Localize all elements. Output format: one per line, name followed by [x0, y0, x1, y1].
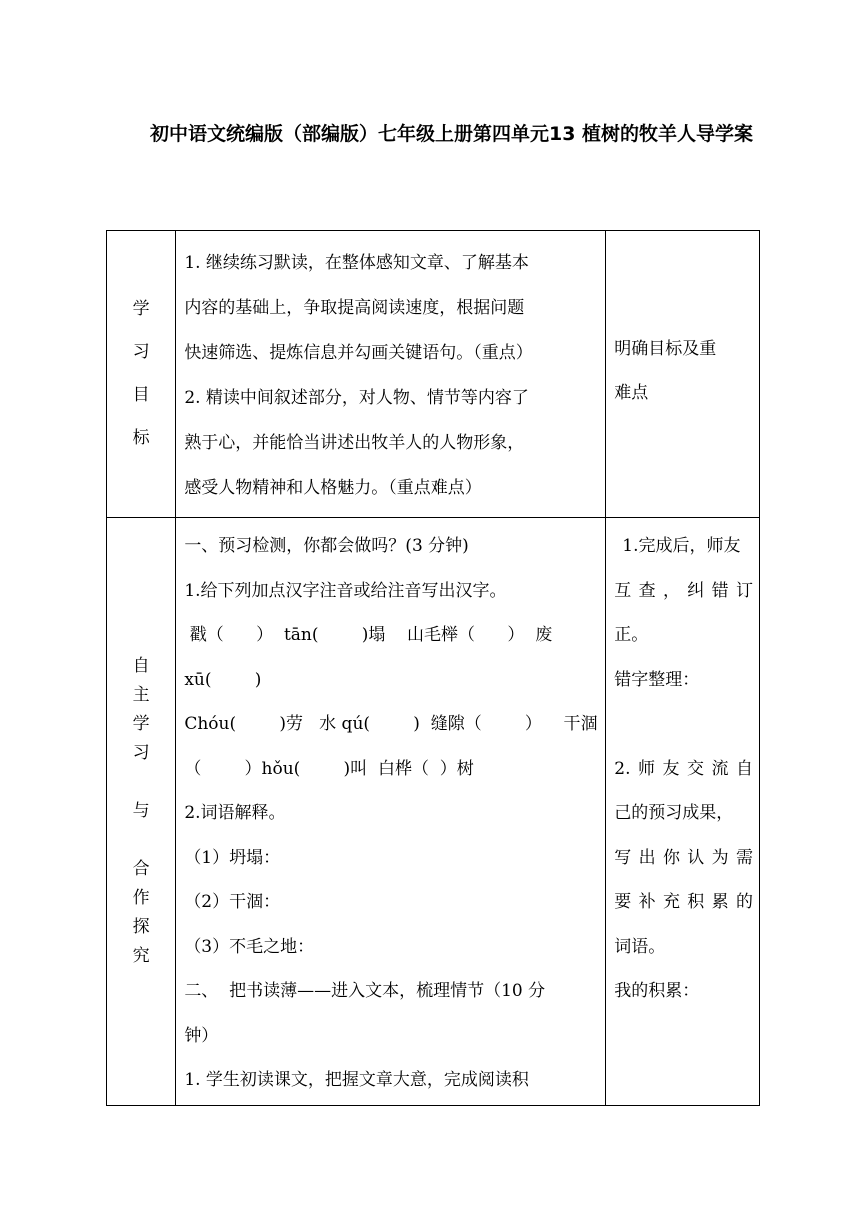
note-line: 写出你认为需 [614, 847, 753, 868]
self-study-label-cell [107, 518, 176, 1106]
self-study-note-cell [606, 518, 760, 1106]
label-char: 标 [132, 428, 150, 448]
content-line: （1）坍塌： [184, 847, 281, 868]
label-char: 究 [132, 945, 150, 966]
label-char: 目 [132, 385, 150, 405]
note-line: 我的积累： [614, 981, 700, 1001]
note-line: 明确目标及重 [614, 338, 717, 359]
label-spacer [107, 826, 175, 855]
objective-line: 1. 继续练习默读，在整体感知文章、了解基本 [184, 253, 529, 273]
dotted-char: 涸 [581, 702, 598, 747]
note-line: 己的预习成果， [614, 803, 734, 823]
note-line: 1.完成后，师友 [622, 536, 741, 556]
content-line: 钟） [184, 1025, 219, 1046]
objective-line: 内容的基础上，争取提高阅读速度，根据问题 [184, 298, 525, 318]
label-char: 学 [132, 713, 150, 734]
self-study-content-cell [176, 518, 606, 1106]
content-line: 1. 学生初读课文，把握文章大意，完成阅读积 [184, 1070, 529, 1090]
note-line: 2.师友交流自 [614, 758, 753, 779]
objectives-label [107, 288, 175, 460]
self-study-content [176, 518, 605, 1105]
label-char: 与 [132, 800, 150, 821]
content-line: 一、预习检测，你都会做吗？(3 分钟) [184, 536, 469, 556]
objectives-note [606, 327, 759, 422]
dotted-char: 榉 [441, 613, 458, 658]
content-line: （3）不毛之地： [184, 936, 315, 957]
study-plan-table [106, 230, 760, 1106]
objective-line: 2. 精读中间叙述部分，对人物、情节等内容了 [184, 388, 529, 408]
objectives-label-cell [107, 231, 176, 518]
pinyin-exercise-line [184, 747, 599, 792]
objective-line: 快速筛选、提炼信息并勾画关键语句。（重点） [184, 343, 533, 363]
label-char: 作 [132, 887, 150, 908]
content-line: （2）干涸： [184, 892, 281, 912]
note-line: 要补充积累的 [614, 892, 753, 912]
label-spacer [107, 768, 175, 797]
self-study-label [107, 652, 175, 971]
self-study-note [606, 518, 759, 1020]
objectives-content [176, 231, 605, 517]
content-line: 1.给下列加点汉字注音或给注音写出汉字。 [184, 580, 507, 601]
exercise-text: Chóu( )劳 水 qú( ) 缝 [184, 714, 448, 734]
objectives-content-cell [176, 231, 606, 518]
content-line: 二、 把书读薄——进入文本，梳理情节（10 分 [184, 981, 546, 1001]
note-line: 难点 [614, 383, 649, 403]
pinyin-exercise-line: xū( ) [184, 669, 262, 690]
table-row-self-study [107, 518, 760, 1106]
content-line: 2.词语解释。 [184, 803, 286, 823]
dotted-char: 隙 [448, 702, 465, 747]
pinyin-exercise-line [184, 702, 599, 747]
pinyin-exercise-line [184, 613, 599, 658]
label-char: 习 [132, 342, 150, 362]
document-title: 初中语文统编版（部编版）七年级上册第四单元13 植树的牧羊人导学案 [150, 123, 754, 145]
dotted-char: 戳 [190, 613, 207, 658]
exercise-text: （ ） tān( )塌 山毛 [206, 625, 441, 645]
objective-line: 熟于心，并能恰当讲述出牧羊人的人物形象， [184, 433, 525, 453]
table-row-objectives [107, 231, 760, 518]
label-char: 自 [132, 655, 150, 676]
objective-line: 感受人物精神和人格魅力。（重点难点） [184, 478, 482, 498]
note-line: 互查，纠错订 [614, 580, 753, 601]
note-line: 错字整理： [614, 669, 700, 690]
label-char: 合 [132, 858, 150, 879]
label-char: 探 [132, 916, 150, 937]
dotted-char: 桦 [395, 747, 412, 792]
note-spacer [614, 702, 753, 747]
note-line: 正。 [614, 625, 649, 645]
label-char: 学 [132, 299, 150, 319]
exercise-text: （ ）树 [411, 758, 474, 779]
exercise-text: （ ） 干 [464, 714, 581, 734]
label-char: 主 [132, 684, 150, 705]
label-char: 习 [132, 742, 150, 763]
objectives-note-cell [606, 231, 760, 518]
exercise-text: （ ）hǒu( )叫 白 [184, 758, 395, 779]
note-line: 词语。 [614, 936, 666, 957]
exercise-text: （ ） 废 [457, 625, 553, 645]
